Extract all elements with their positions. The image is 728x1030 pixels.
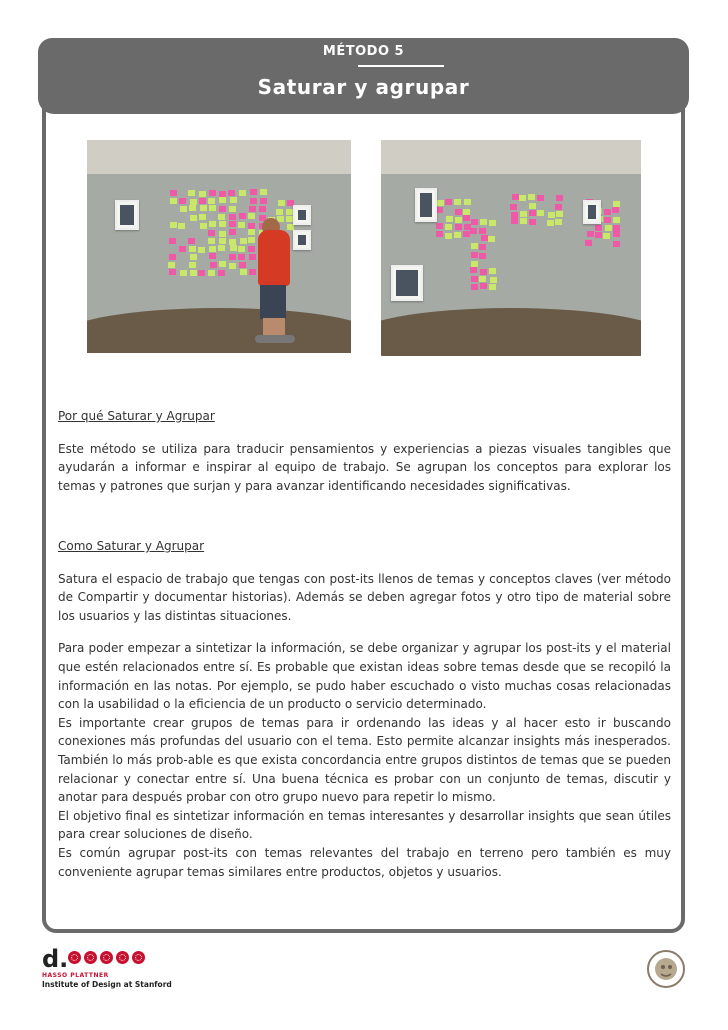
- postit-note: [537, 210, 544, 216]
- postit-note: [479, 276, 486, 282]
- postit-note: [219, 206, 226, 212]
- postit-note: [238, 246, 245, 252]
- postit-note: [248, 237, 255, 243]
- postit-note: [180, 206, 187, 212]
- postit-note: [229, 206, 236, 212]
- postit-note: [548, 212, 555, 218]
- postit-note: [199, 214, 206, 220]
- dschool-logo: [42, 945, 172, 989]
- postit-note: [200, 205, 207, 211]
- postit-note: [198, 247, 205, 253]
- page-header: [38, 38, 689, 114]
- postit-note: [229, 239, 236, 245]
- postit-note: [613, 201, 620, 207]
- postit-note: [208, 238, 215, 244]
- logo-circle-icon: [116, 951, 129, 964]
- postit-note: [169, 269, 176, 275]
- postit-note: [556, 195, 563, 201]
- postit-note: [511, 212, 518, 218]
- postit-note: [209, 205, 216, 211]
- logo-sub-text: HASSO PLATTNER: [42, 972, 109, 979]
- postit-note: [208, 270, 215, 276]
- postit-note: [208, 198, 215, 204]
- logo-circle-icon: [100, 951, 113, 964]
- postit-note: [510, 204, 517, 210]
- page-title: Saturar y agrupar: [257, 75, 470, 99]
- postit-note: [464, 199, 471, 205]
- postit-note: [595, 225, 602, 231]
- postit-note: [511, 218, 518, 224]
- postit-note: [480, 219, 487, 225]
- postit-note: [219, 261, 226, 267]
- postit-note: [479, 228, 486, 234]
- postit-note: [556, 211, 563, 217]
- paragraph: Es importante crear grupos de temas para ir ordenando las ideas y al hacer esto ir buscando conexiones más profundas del usuario con el tema. Esto permite alcanzar insights más inesperados. También lo más prob-able es que exista concordancia entre grupos distintos de temas que se pueden relacionar y conectar entre sí. Una buena técnica es probar con un conjunto de temas, discutir y anotar para después probar con otro grupo nuevo para repetir lo mismo.: [58, 715, 671, 805]
- postit-note: [218, 270, 225, 276]
- postit-note: [260, 189, 267, 195]
- postit-note: [603, 233, 610, 239]
- postit-note: [537, 195, 544, 201]
- postit-note: [445, 199, 452, 205]
- postit-note: [437, 200, 444, 206]
- postit-note: [470, 228, 477, 234]
- postit-note: [179, 246, 186, 252]
- postit-note: [529, 219, 536, 225]
- postit-note: [189, 246, 196, 252]
- postit-note: [479, 244, 486, 250]
- postit-note: [471, 219, 478, 225]
- stamp-seal-icon: [641, 944, 691, 994]
- section-heading: Por qué Saturar y Agrupar: [58, 409, 215, 423]
- paragraph: El objetivo final es sintetizar información en temas interesantes y desarrollar insights que sean útiles para crear soluciones de diseño.: [58, 808, 671, 842]
- postit-note: [520, 211, 527, 217]
- postit-note: [169, 238, 176, 244]
- postit-note: [209, 190, 216, 196]
- postit-note: [471, 243, 478, 249]
- postit-note: [219, 197, 226, 203]
- postit-note: [209, 221, 216, 227]
- postit-note: [613, 225, 620, 231]
- postit-note: [471, 261, 478, 267]
- postit-note: [170, 222, 177, 228]
- paragraph: Es común agrupar post-its con temas relevantes del trabajo en terreno pero también es muy conveniente agrupar temas similares entre productos, objetos y usuarios.: [58, 845, 671, 879]
- postit-note: [238, 222, 245, 228]
- postit-note: [250, 198, 257, 204]
- logo-circle-icon: [132, 951, 145, 964]
- postit-note: [470, 267, 477, 273]
- postit-note: [445, 224, 452, 230]
- logo-letter: d.: [42, 945, 69, 973]
- postit-note: [260, 198, 267, 204]
- postit-note: [455, 209, 462, 215]
- postit-note: [170, 198, 177, 204]
- postit-note: [520, 218, 527, 224]
- postit-note: [209, 246, 216, 252]
- postit-note: [480, 269, 487, 275]
- postit-note: [585, 240, 592, 246]
- postit-note: [239, 213, 246, 219]
- postit-note: [595, 232, 602, 238]
- postit-note: [249, 206, 256, 212]
- postit-note: [229, 221, 236, 227]
- postit-note: [219, 191, 226, 197]
- postit-note: [488, 236, 495, 242]
- postit-note: [209, 253, 216, 259]
- postit-note: [436, 223, 443, 229]
- postit-note: [198, 270, 205, 276]
- postit-note: [248, 229, 255, 235]
- postit-note: [248, 213, 255, 219]
- postit-note: [208, 230, 215, 236]
- postit-note: [218, 214, 225, 220]
- postit-note: [229, 263, 236, 269]
- postit-note: [229, 229, 236, 235]
- postit-note: [219, 238, 226, 244]
- postit-note: [481, 235, 488, 241]
- postit-note: [471, 276, 478, 282]
- method-number: MÉTODO 5: [322, 44, 405, 59]
- postit-note: [188, 190, 195, 196]
- postit-note: [446, 216, 453, 222]
- postit-note: [230, 245, 237, 251]
- postit-note: [454, 199, 461, 205]
- postit-note: [200, 223, 207, 229]
- postit-note: [605, 225, 612, 231]
- postit-note: [612, 207, 619, 213]
- postit-note: [489, 220, 496, 226]
- postit-note: [189, 205, 196, 211]
- postit-note: [471, 252, 478, 258]
- postit-note: [249, 254, 256, 260]
- postit-note: [604, 217, 611, 223]
- postit-note: [179, 198, 186, 204]
- postit-note: [528, 194, 535, 200]
- postit-note: [489, 284, 496, 290]
- postit-note: [190, 215, 197, 221]
- postit-note: [555, 219, 562, 225]
- postit-note: [219, 231, 226, 237]
- postit-note: [199, 191, 206, 197]
- section-how: [58, 537, 671, 881]
- postit-note: [454, 232, 461, 238]
- postit-note: [229, 214, 236, 220]
- logo-circle-icon: [84, 951, 97, 964]
- method-underline: [358, 65, 444, 67]
- postit-note: [445, 233, 452, 239]
- postit-note: [248, 246, 255, 252]
- logo-institute-text: Institute of Design at Stanford: [42, 980, 172, 989]
- paragraph: Este método se utiliza para traducir pensamientos y experiencias a piezas visuales tangibles que ayudarán a informar e inspirar al equipo de trabajo. Se agrupan los conceptos para explorar los temas y patrones que surjan y para avanzar identificando necesidades significativas.: [58, 441, 671, 493]
- postit-note: [519, 195, 526, 201]
- postit-note: [276, 209, 283, 215]
- postit-note: [529, 203, 536, 209]
- postit-note: [480, 283, 487, 289]
- postit-note: [219, 221, 226, 227]
- postit-note: [489, 268, 496, 274]
- section-heading: Como Saturar y Agrupar: [58, 539, 205, 553]
- postit-note: [250, 189, 257, 195]
- postit-note: [547, 220, 554, 226]
- postit-note: [436, 231, 443, 237]
- postit-note: [239, 262, 246, 268]
- section-why: [58, 407, 671, 495]
- postit-note: [169, 254, 176, 260]
- postit-note: [463, 231, 470, 237]
- postit-note: [199, 198, 206, 204]
- paragraph: Satura el espacio de trabajo que tengas con post-its llenos de temas y conceptos claves (ver método de Compartir y documentar historias). Además se deben agregar fotos y otro tipo de material sobre los usuarios y las distintas situaciones.: [58, 571, 671, 623]
- photo-cluster-wall: [381, 140, 641, 356]
- postit-note: [190, 199, 197, 205]
- logo-circle-icon: [68, 951, 81, 964]
- postit-note: [189, 262, 196, 268]
- postit-note: [190, 254, 197, 260]
- postit-note: [190, 270, 197, 276]
- postit-note: [240, 238, 247, 244]
- postit-note: [248, 223, 255, 229]
- postit-note: [170, 190, 177, 196]
- postit-note: [168, 262, 175, 268]
- postit-note: [180, 270, 187, 276]
- postit-note: [512, 194, 519, 200]
- postit-note: [613, 241, 620, 247]
- postit-note: [455, 217, 462, 223]
- postit-note: [613, 231, 620, 237]
- postit-note: [587, 231, 594, 237]
- paragraph: Para poder empezar a sintetizar la información, se debe organizar y agrupar los post-its y el material que estén relacionados entre sí. Es probable que existan ideas sobre temas desde que se recopiló la información en las notas. Por ejemplo, se pudo haber escuchado o visto muchas cosas relacionadas con la usabilidad o la eficiencia de un producto o servicio determinado.: [58, 641, 671, 712]
- postit-note: [613, 217, 620, 223]
- postit-note: [463, 209, 470, 215]
- postit-note: [529, 210, 536, 216]
- postit-note: [479, 253, 486, 259]
- postit-note: [463, 215, 470, 221]
- postit-note: [178, 223, 185, 229]
- postit-note: [210, 262, 217, 268]
- postit-note: [238, 254, 245, 260]
- postit-note: [471, 284, 478, 290]
- postit-note: [555, 204, 562, 210]
- postit-note: [259, 206, 266, 212]
- postit-note: [230, 197, 237, 203]
- postit-note: [229, 254, 236, 260]
- postit-note: [239, 190, 246, 196]
- postit-note: [228, 190, 235, 196]
- postit-note: [604, 209, 611, 215]
- postit-note: [278, 200, 285, 206]
- postit-note: [240, 269, 247, 275]
- postit-note: [218, 245, 225, 251]
- postit-note: [455, 224, 462, 230]
- postit-note: [249, 269, 256, 275]
- photo-saturate-wall: [87, 140, 351, 353]
- postit-note: [490, 277, 497, 283]
- postit-note: [188, 238, 195, 244]
